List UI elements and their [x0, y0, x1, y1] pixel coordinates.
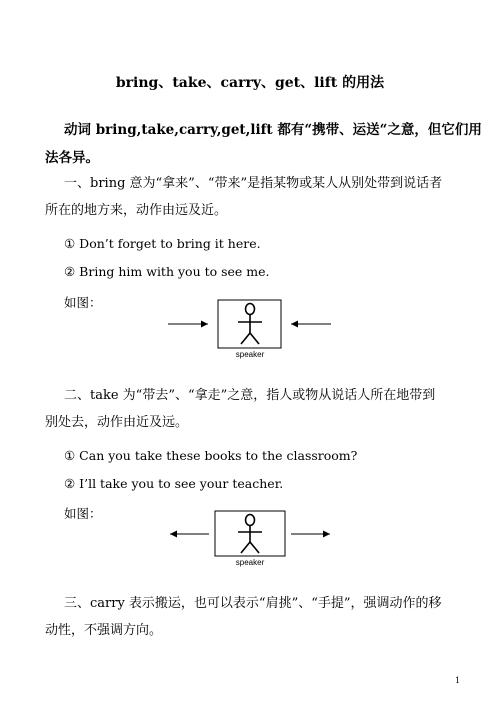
take-figure: [170, 511, 330, 556]
right-arrow-head: [291, 321, 298, 328]
left-arrow-head-out: [170, 531, 177, 538]
bring-figure: [168, 300, 331, 348]
document-title: bring、take、carry、get、lift 的用法: [115, 75, 385, 91]
section1-line-1: 一、bring 意为“拿来”、“带来”是指某物或某人从别处带到说话者: [64, 176, 443, 191]
right-arrow-head-out: [323, 531, 330, 538]
intro-line-2: 法各异。: [45, 150, 99, 166]
section1-example-1: ① Don’t forget to bring it here.: [64, 236, 261, 251]
section2-line-2: 别处去，动作由近及远。: [45, 415, 189, 430]
section2-example-2: ② I’ll take you to see your teacher.: [64, 476, 284, 491]
speaker-caption-1: speaker: [235, 350, 265, 359]
left-arrow-head: [201, 321, 208, 328]
intro-line-1: 动词 bring,take,carry,get,lift 都有“携带、运送“之意，但它们用: [64, 122, 482, 138]
section2-line-1: 二、take 为“带去”、“拿走”之意，指人或物从说话人所在地带到: [64, 388, 436, 403]
section1-figure-label: 如图：: [64, 295, 102, 310]
stick-figure-icon-2: [238, 515, 262, 554]
page-number: 1: [455, 676, 461, 685]
section2-figure-label: 如图：: [64, 506, 102, 521]
section1-example-2: ② Bring him with you to see me.: [64, 264, 270, 279]
section1-line-2: 所在的地方来，动作由远及近。: [45, 203, 228, 218]
speaker-caption-2: speaker: [235, 558, 265, 567]
stick-figure-icon: [238, 304, 262, 345]
section3-line-1: 三、carry 表示搬运，也可以表示“肩挑”、“手提”，强调动作的移: [64, 596, 442, 611]
section2-example-1: ① Can you take these books to the classroom?: [64, 448, 358, 463]
section3-line-2: 动性，不强调方向。: [45, 623, 163, 638]
